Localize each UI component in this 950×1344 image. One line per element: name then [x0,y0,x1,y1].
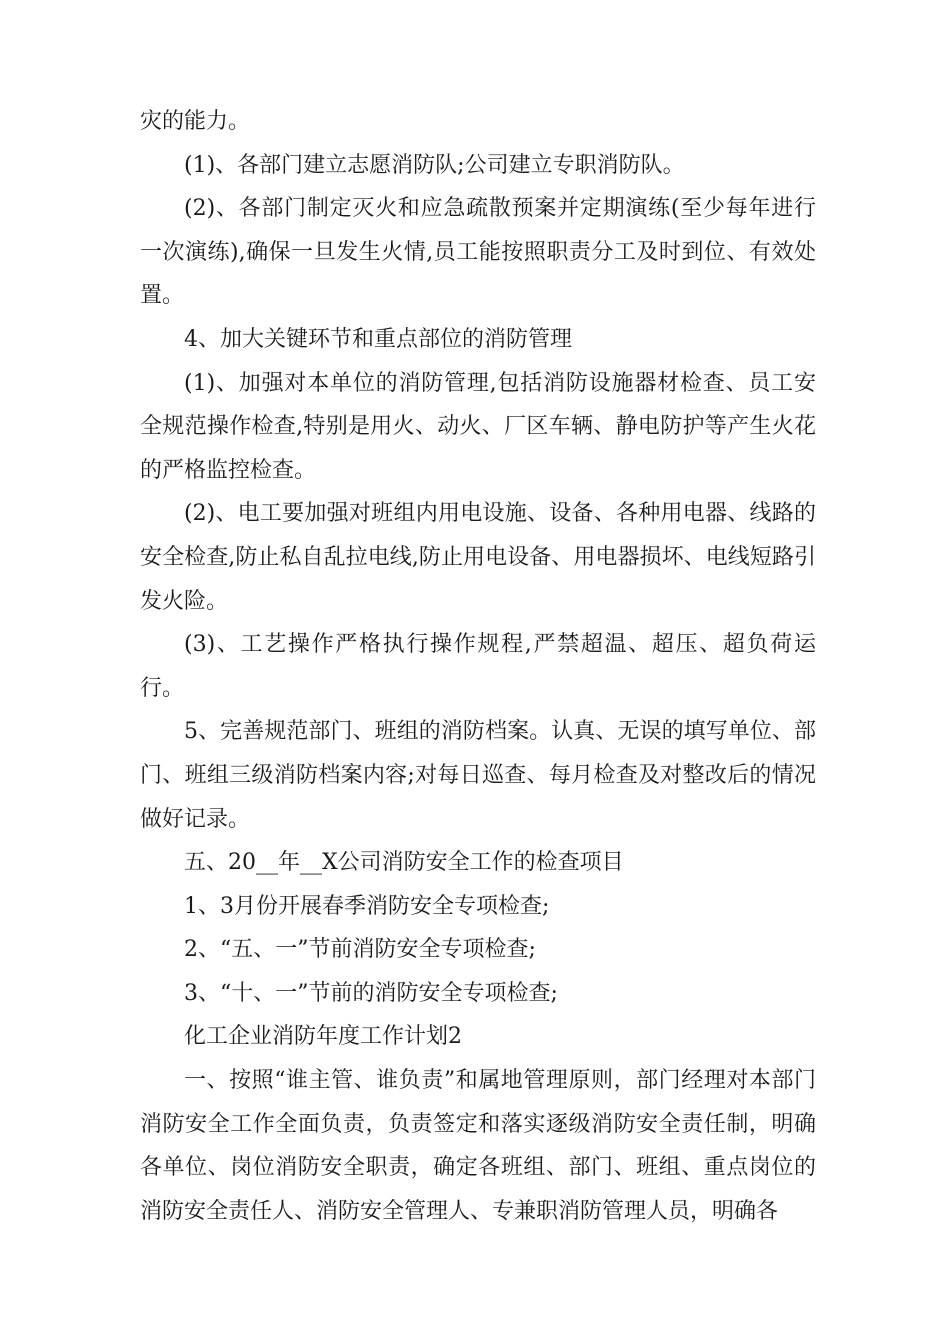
paragraph-fire-records: 5、完善规范部门、班组的消防档案。认真、无误的填写单位、部门、班组三级消防档案内容;对每日巡查、每月检查及对整改后的情况做好记录。 [140,719,816,832]
paragraph-electrician-check: (2)、电工要加强对班组内用电设施、设备、各种用电器、线路的安全检查,防止私自乱拉电线,防止用电设备、用电器损坏、电线短路引发火险。 [140,501,816,614]
paragraph-national-day-inspection: 3、“十、一”节前的消防安全专项检查; [184,980,558,1006]
paragraph-spring-inspection: 1、3月份开展春季消防安全专项检查; [184,893,550,919]
paragraph-responsibility-principle: 一、按照“谁主管、谁负责”和属地管理原则，部门经理对本部门消防安全工作全面负责，负责签定和落实逐级消防安全责任制，明确各单位、岗位消防安全职责，确定各班组、部门、班组、重点岗位的消防安全责任人、消防安全管理人、专兼职消防管理人员，明确各 [140,1068,816,1224]
paragraph-process-operation: (3)、工艺操作严格执行操作规程,严禁超温、超压、超负荷运行。 [140,632,816,701]
paragraph-continuation: 灾的能力。 [140,109,251,134]
paragraph-fire-management: (1)、加强对本单位的消防管理,包括消防设施器材检查、员工安全规范操作检查,特别是用火、动火、厂区车辆、静电防护等产生火花的严格监控检查。 [140,370,816,483]
document-body [140,100,816,1233]
paragraph-heading-key-areas: 4、加大关键环节和重点部位的消防管理 [184,326,572,352]
paragraph-heading-inspection-items: 五、20__年__X公司消防安全工作的检查项目 [184,850,624,876]
paragraph-volunteer-fire-team: (1)、各部门建立志愿消防队;公司建立专职消防队。 [184,152,685,178]
paragraph-evacuation-plan: (2)、各部门制定灭火和应急疏散预案并定期演练(至少每年进行一次演练),确保一旦发生火情,员工能按照职责分工及时到位、有效处置。 [140,196,816,309]
paragraph-may-day-inspection: 2、“五、一”节前消防安全专项检查; [184,937,536,963]
paragraph-plan-title-2: 化工企业消防年度工作计划2 [184,1024,462,1050]
